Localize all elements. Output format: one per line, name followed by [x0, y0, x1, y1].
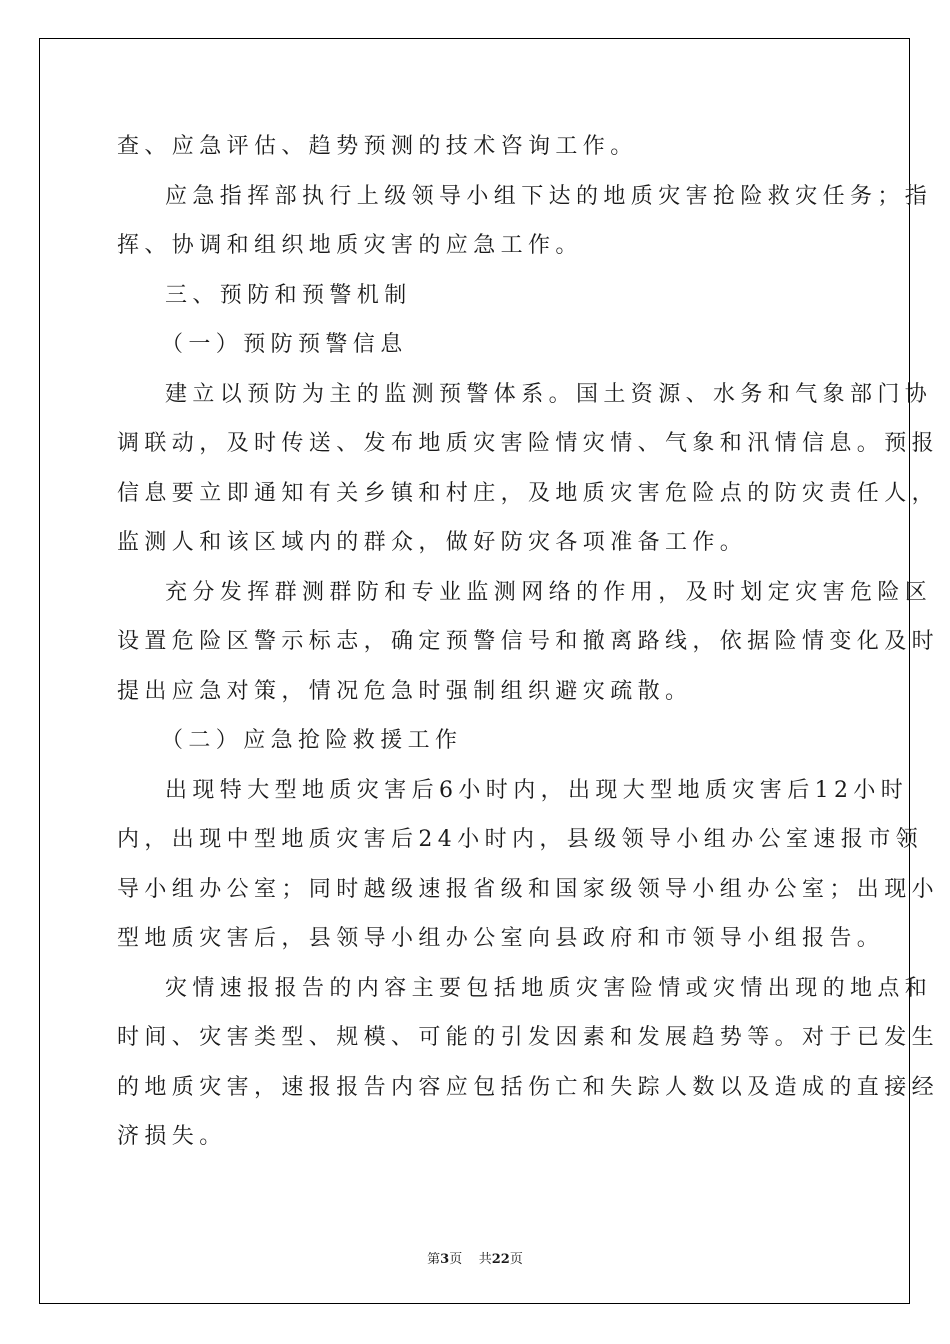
paragraph-line: 提出应急对策，情况危急时强制组织避灾疏散。 — [117, 678, 693, 704]
paragraph-line: 信息要立即通知有关乡镇和村庄，及地质灾害危险点的防灾责任人， — [117, 480, 940, 506]
paragraph-line: 监测人和该区域内的群众，做好防灾各项准备工作。 — [117, 530, 748, 555]
paragraph-line: 挥、协调和组织地质灾害的应急工作。 — [117, 233, 583, 258]
subsection-heading: （一）预防预警信息 — [161, 332, 408, 357]
total-prefix: 共 — [478, 1252, 492, 1267]
total-suffix: 页 — [509, 1252, 523, 1267]
paragraph-line: 应急指挥部执行上级领导小组下达的地质灾害抢险救灾任务；指 — [165, 183, 933, 209]
paragraph-line: 出现特大型地质灾害后6小时内，出现大型地质灾害后12小时 — [165, 777, 909, 803]
paragraph-line: 的地质灾害，速报报告内容应包括伤亡和失踪人数以及造成的直接经 — [117, 1074, 940, 1100]
page-footer — [0, 1248, 950, 1267]
section-heading: 三、预防和预警机制 — [165, 282, 412, 308]
paragraph-line: 导小组办公室；同时越级速报省级和国家级领导小组办公室；出现小 — [117, 876, 940, 902]
paragraph-line: 时间、灾害类型、规模、可能的引发因素和发展趋势等。对于已发生 — [117, 1025, 940, 1050]
paragraph-line: 内，出现中型地质灾害后24小时内，县级领导小组办公室速报市领 — [117, 827, 923, 852]
page-number: 3 — [440, 1252, 450, 1267]
paragraph-line: 调联动，及时传送、发布地质灾害险情灾情、气象和汛情信息。预报 — [117, 431, 940, 456]
total-pages: 22 — [491, 1252, 510, 1267]
subsection-heading: （二）应急抢险救援工作 — [161, 728, 463, 753]
paragraph-line: 建立以预防为主的监测预警体系。国土资源、水务和气象部门协 — [165, 381, 933, 407]
paragraph-line: 设置危险区警示标志，确定预警信号和撤离路线，依据险情变化及时 — [117, 629, 940, 654]
paragraph-line: 充分发挥群测群防和专业监测网络的作用，及时划定灾害危险区 — [165, 579, 933, 605]
page-prefix: 第 — [427, 1252, 441, 1267]
paragraph-line: 型地质灾害后，县领导小组办公室向县政府和市领导小组报告。 — [117, 926, 885, 951]
page-suffix: 页 — [449, 1252, 463, 1267]
paragraph-line: 查、应急评估、趋势预测的技术咨询工作。 — [117, 134, 638, 159]
paragraph-line: 济损失。 — [117, 1124, 227, 1149]
paragraph-line: 灾情速报报告的内容主要包括地质灾害险情或灾情出现的地点和 — [165, 975, 933, 1001]
document-body — [117, 122, 940, 1162]
